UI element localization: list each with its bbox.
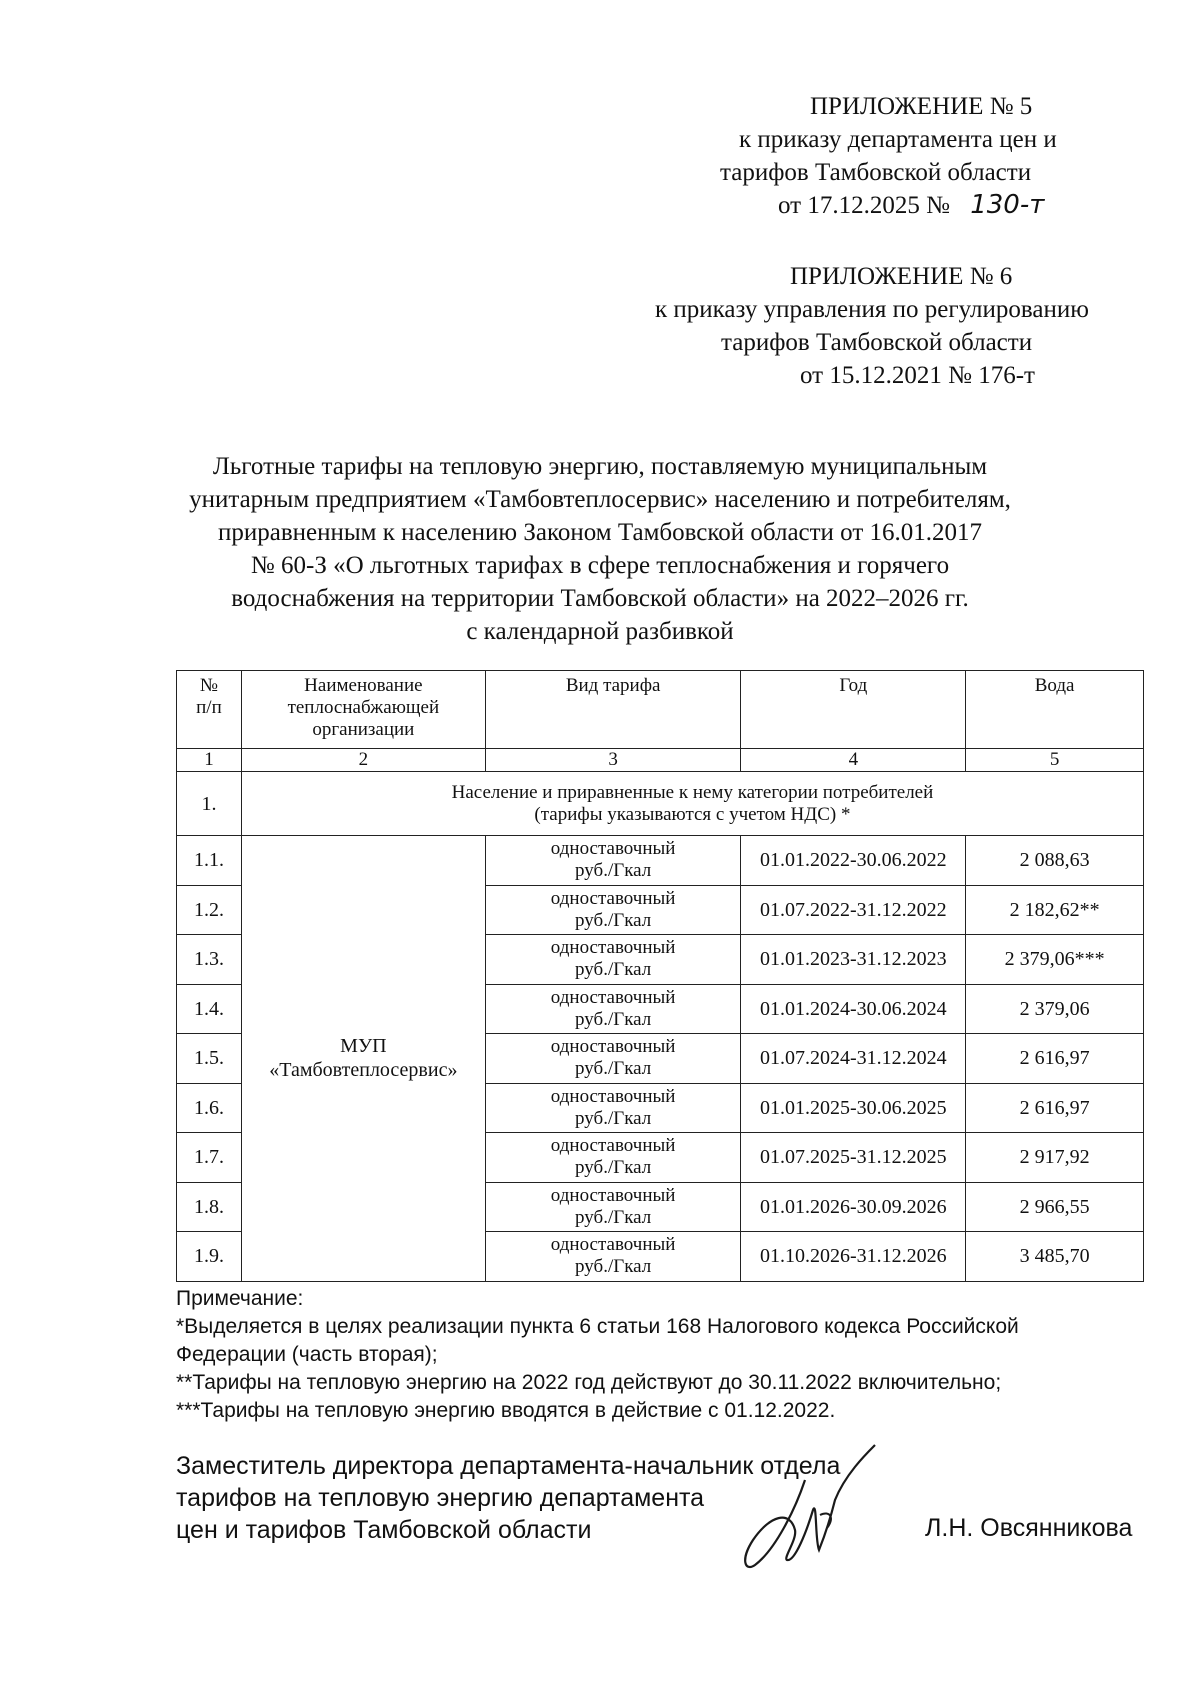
header-organization [241,671,485,749]
signer-name: Л.Н. Овсянникова [925,1514,1133,1542]
tariff-type [485,935,741,985]
header-year: Год [741,671,966,749]
section-title-line2: (тарифы указываются с учетом НДС) * [534,803,851,825]
handwritten-order-number: 130-т [970,190,1045,220]
period: 01.07.2022-31.12.2022 [741,885,966,935]
row-number: 1.6. [177,1083,242,1133]
header-org-line2: теплоснабжающей [287,697,440,718]
tariff-type-line1: одноставочный [550,1234,676,1256]
period: 01.01.2024-30.06.2024 [741,984,966,1034]
water-tariff-value: 2 917,92 [966,1133,1144,1183]
tariff-type-line2: руб./Гкал [575,909,652,931]
section-title [241,772,1143,836]
section-number: 1. [177,772,242,836]
notes-label: Примечание: [176,1287,304,1310]
tariff-type [485,1182,741,1232]
tariff-type-line1: одноставочный [550,1036,676,1058]
row-number: 1.3. [177,935,242,985]
signer-position-line1: Заместитель директора департамента-начальник отдела [176,1452,841,1480]
header-org-line3: организации [312,719,415,740]
appendix5-line2: тарифов Тамбовской области [720,159,1032,186]
row-number: 1.2. [177,885,242,935]
title-line: № 60-З «О льготных тарифах в сфере теплоснабжения и горячего [250,552,950,579]
appendix5-date: от 17.12.2025 № [778,192,950,219]
note-1-line2: Федерации (часть вторая); [176,1343,438,1366]
column-number: 3 [485,749,741,772]
row-number: 1.7. [177,1133,242,1183]
table-header-row [177,671,1144,749]
header-number [177,671,242,749]
water-tariff-value: 2 182,62** [966,885,1144,935]
appendix6-line2: тарифов Тамбовской области [721,329,1033,356]
tariff-type-line2: руб./Гкал [575,1206,652,1228]
appendix6-block [655,260,1155,392]
water-tariff-value: 2 088,63 [966,836,1144,886]
title-line: с календарной разбивкой [466,618,734,645]
organization-name [241,836,485,1282]
tariff-type-line1: одноставочный [550,887,676,909]
organization-line2: «Тамбовтеплосервис» [269,1059,458,1082]
tariff-type [485,984,741,1034]
row-number: 1.9. [177,1232,242,1282]
tariff-type [485,1133,741,1183]
row-number: 1.4. [177,984,242,1034]
tariff-type-line1: одноставочный [550,1085,676,1107]
tariff-type-line1: одноставочный [550,1184,676,1206]
tariff-type-line1: одноставочный [550,937,676,959]
period: 01.07.2025-31.12.2025 [741,1133,966,1183]
tariff-type [485,885,741,935]
period: 01.01.2025-30.06.2025 [741,1083,966,1133]
notes-block [176,1285,1096,1425]
table-row [177,836,1144,886]
water-tariff-value: 2 379,06*** [966,935,1144,985]
water-tariff-value: 2 966,55 [966,1182,1144,1232]
period: 01.07.2024-31.12.2024 [741,1034,966,1084]
tariff-type-line1: одноставочный [550,986,676,1008]
title-line: Льготные тарифы на тепловую энергию, поставляемую муниципальным [212,453,988,480]
header-water: Вода [966,671,1144,749]
note-2: **Тарифы на тепловую энергию на 2022 год действуют до 30.11.2022 включительно; [176,1371,1002,1394]
tariff-type-line2: руб./Гкал [575,1256,652,1278]
column-number-row [177,749,1144,772]
tariff-type [485,836,741,886]
tariff-type-line2: руб./Гкал [575,1008,652,1030]
appendix5-date-line [720,189,1140,222]
water-tariff-value: 3 485,70 [966,1232,1144,1282]
period: 01.01.2022-30.06.2022 [741,836,966,886]
column-number: 2 [241,749,485,772]
row-number: 1.8. [177,1182,242,1232]
tariff-type-line2: руб./Гкал [575,1107,652,1129]
header-org-line1: Наименование [304,675,423,696]
tariff-type [485,1232,741,1282]
signer-position-line3: цен и тарифов Тамбовской области [176,1516,592,1544]
column-number: 4 [741,749,966,772]
tariff-type-line1: одноставочный [550,1135,676,1157]
row-number: 1.1. [177,836,242,886]
tariff-type-line2: руб./Гкал [575,1157,652,1179]
appendix5-line1: к приказу департамента цен и [739,126,1057,153]
organization-line1: МУП [340,1035,387,1058]
tariff-rows [177,836,1144,1282]
section-row [177,772,1144,836]
water-tariff-value: 2 616,97 [966,1034,1144,1084]
note-1-line1: *Выделяется в целях реализации пункта 6 статьи 168 Налогового кодекса Российской [176,1315,1019,1338]
tariff-type-line2: руб./Гкал [575,959,652,981]
section-title-line1: Население и приравненные к нему категории потребителей [451,781,934,803]
water-tariff-value: 2 616,97 [966,1083,1144,1133]
header-tariff-type: Вид тарифа [485,671,741,749]
appendix6-line3: от 15.12.2021 № 176-т [800,362,1035,389]
water-tariff-value: 2 379,06 [966,984,1144,1034]
period: 01.10.2026-31.12.2026 [741,1232,966,1282]
tariff-type-line2: руб./Гкал [575,1058,652,1080]
header-number-line2: п/п [196,697,222,718]
document-title [150,450,1050,648]
tariff-type [485,1083,741,1133]
column-number: 5 [966,749,1144,772]
tariff-type-line1: одноставочный [550,838,676,860]
title-line: приравненным к населению Законом Тамбовской области от 16.01.2017 [217,519,983,546]
appendix5-block [720,90,1140,222]
appendix5-heading: ПРИЛОЖЕНИЕ № 5 [810,93,1033,120]
tariffs-table [176,670,1144,1282]
signer-position-line2: тарифов на тепловую энергию департамента [176,1484,705,1512]
row-number: 1.5. [177,1034,242,1084]
note-3: ***Тарифы на тепловую энергию вводятся в действие с 01.12.2022. [176,1399,836,1422]
appendix6-line1: к приказу управления по регулированию [655,296,1089,323]
handwritten-signature [735,1440,895,1580]
tariff-type [485,1034,741,1084]
title-line: унитарным предприятием «Тамбовтеплосервис» населению и потребителям, [189,486,1011,513]
header-number-line1: № [199,675,219,696]
period: 01.01.2026-30.09.2026 [741,1182,966,1232]
appendix6-heading: ПРИЛОЖЕНИЕ № 6 [790,263,1013,290]
period: 01.01.2023-31.12.2023 [741,935,966,985]
tariff-type-line2: руб./Гкал [575,860,652,882]
title-line: водоснабжения на территории Тамбовской области» на 2022–2026 гг. [231,585,969,612]
column-number: 1 [177,749,242,772]
